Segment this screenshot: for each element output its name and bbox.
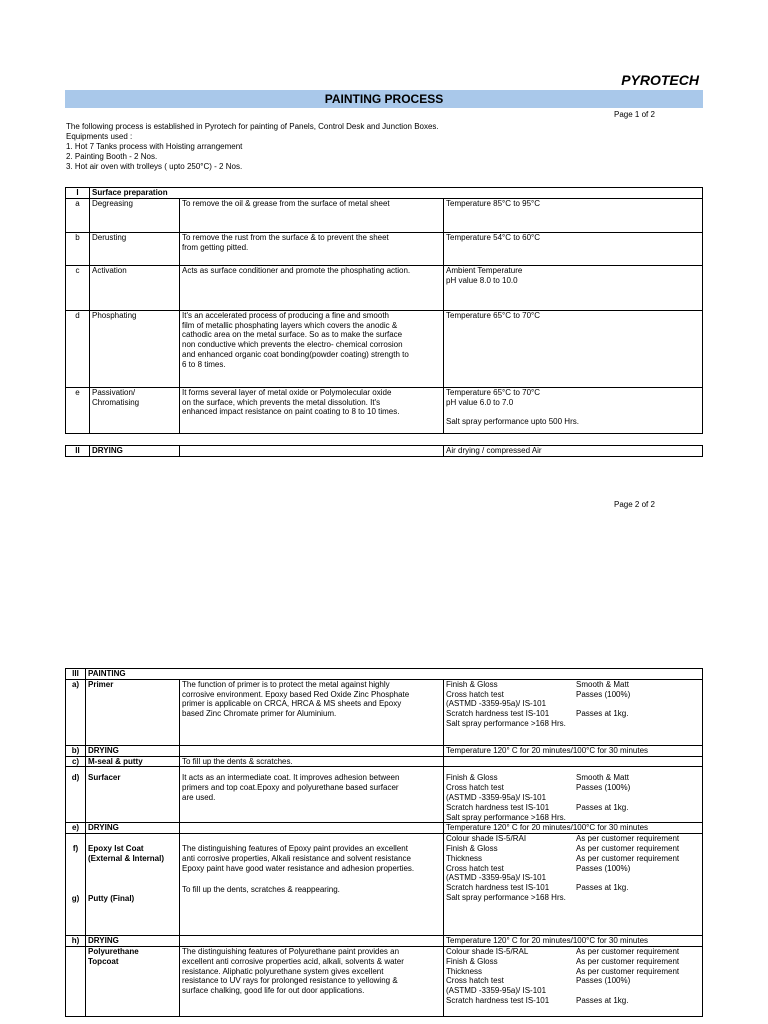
intro-line: 3. Hot air oven with trolleys ( upto 250°C) - 2 Nos. — [66, 162, 243, 171]
process-spec — [444, 834, 703, 936]
spec-label: Scratch hardness test IS-101 — [446, 709, 550, 719]
process-spec: Air drying / compressed Air — [444, 446, 703, 457]
spec-label: Scratch hardness test IS-101 — [446, 883, 550, 893]
spec-label: Scratch hardness test IS-101 — [446, 995, 550, 1005]
row-id — [66, 834, 86, 936]
process-desc: To remove the oil & grease from the surface of metal sheet — [180, 198, 444, 232]
spec-value: As per customer requirement — [576, 946, 680, 956]
painting-table — [65, 668, 703, 1017]
table-row — [66, 946, 703, 1016]
drying-table — [65, 445, 703, 457]
spec-label: Colour shade IS-5/RAI — [446, 834, 527, 844]
epoxy-name: Epoxy Ist Coat (External & Internal) — [88, 844, 165, 863]
intro-line: The following process is established in Pyrotech for painting of Panels, Control Desk and Junction Boxes. — [66, 122, 439, 131]
table-row — [66, 679, 703, 745]
row-id-g: g) — [71, 893, 80, 903]
row-id: c) — [66, 756, 86, 767]
process-desc: Acts as surface conditioner and promote the phosphating action. — [180, 265, 444, 310]
spec-label: Finish & Gloss — [446, 956, 498, 966]
empty-cell — [180, 823, 444, 834]
spec-value: Smooth & Matt — [576, 679, 629, 689]
table-row — [66, 198, 703, 232]
page-number-1: Page 1 of 2 — [614, 110, 655, 119]
spec-value: As per customer requirement — [576, 956, 680, 966]
process-name: DRYING — [86, 823, 180, 834]
spec-value: Passes (100%) — [576, 783, 631, 793]
process-name: Primer — [86, 679, 180, 745]
intro-line: 1. Hot 7 Tanks process with Hoisting arrangement — [66, 142, 243, 151]
spec-label: Cross hatch test — [446, 689, 504, 699]
process-spec — [444, 946, 703, 1016]
spec-value: Passes (100%) — [576, 863, 631, 873]
spec-value: Passes (100%) — [576, 689, 631, 699]
table-row — [66, 310, 703, 387]
intro-line: 2. Painting Booth - 2 Nos. — [66, 152, 158, 161]
section-number: III — [66, 669, 86, 680]
process-spec: Temperature 65°C to 70°C pH value 6.0 to 7.0 Salt spray performance upto 500 Hrs. — [444, 387, 703, 433]
process-name: DRYING — [86, 936, 180, 947]
table-row — [66, 265, 703, 310]
row-id: d — [66, 310, 90, 387]
spec-value: As per customer requirement — [576, 843, 680, 853]
empty-cell — [180, 745, 444, 756]
table-row — [66, 936, 703, 947]
table-row — [66, 387, 703, 433]
title-bar — [65, 90, 703, 108]
row-id-f: f) — [72, 844, 79, 854]
row-id: c — [66, 265, 90, 310]
process-spec: Temperature 120° C for 20 minutes/100°C for 30 minutes — [444, 745, 703, 756]
surface-prep-table — [65, 187, 703, 434]
row-id: a — [66, 198, 90, 232]
spec-label: Cross hatch test — [446, 976, 504, 986]
empty-cell — [180, 936, 444, 947]
putty-name: Putty (Final) — [88, 893, 135, 903]
spec-value: As per customer requirement — [576, 966, 680, 976]
spec-label: Finish & Gloss — [446, 843, 498, 853]
table-row — [66, 745, 703, 756]
spec-label: Thickness — [446, 966, 483, 976]
row-id: b — [66, 232, 90, 265]
spec-value: As per customer requirement — [576, 834, 680, 844]
process-desc: It forms several layer of metal oxide or Polymolecular oxide on the surface, which prevents the metal dissolution. It's enhanced impact resistance on paint coating to 8 to 10 times. — [180, 387, 444, 433]
process-name: Polyurethane Topcoat — [86, 946, 180, 1016]
spec-label: Cross hatch test — [446, 783, 504, 793]
spec-label: (ASTMD -3359-95a)/ IS-101 — [446, 792, 547, 802]
process-spec: Temperature 85°C to 95°C — [444, 198, 703, 232]
process-name: Passivation/ Chromatising — [90, 387, 180, 433]
spec-value: Smooth & Matt — [576, 773, 629, 783]
spec-value: Passes (100%) — [576, 976, 631, 986]
section-title: Surface preparation — [90, 188, 703, 199]
table-row — [66, 756, 703, 767]
spec-label: (ASTMD -3359-95a)/ IS-101 — [446, 986, 547, 996]
spec-value: Passes at 1kg. — [576, 709, 629, 719]
process-name: DRYING — [86, 745, 180, 756]
empty-cell — [180, 446, 444, 457]
empty-cell — [444, 756, 703, 767]
spec-label: Cross hatch test — [446, 863, 504, 873]
table-row — [66, 232, 703, 265]
process-desc — [180, 834, 444, 936]
process-spec: Temperature 120° C for 20 minutes/100°C for 30 minutes — [444, 936, 703, 947]
process-name: Derusting — [90, 232, 180, 265]
row-id: e) — [66, 823, 86, 834]
putty-desc: To fill up the dents, scratches & reappearing. — [182, 884, 340, 894]
intro-line: Equipments used : — [66, 132, 133, 141]
process-name: M-seal & putty — [86, 756, 180, 767]
spec-label: (ASTMD -3359-95a)/ IS-101 — [446, 873, 547, 883]
spec-label: Salt spray performance >168 Hrs. — [446, 718, 566, 728]
spec-label: Thickness — [446, 853, 483, 863]
spec-value: Passes at 1kg. — [576, 883, 629, 893]
table-row — [66, 823, 703, 834]
process-name: Phosphating — [90, 310, 180, 387]
process-spec: Temperature 54°C to 60°C — [444, 232, 703, 265]
table-row — [66, 834, 703, 936]
process-name: Activation — [90, 265, 180, 310]
row-id: b) — [66, 745, 86, 756]
process-name: Surfacer — [86, 767, 180, 823]
spec-label: Scratch hardness test IS-101 — [446, 802, 550, 812]
spec-label: Colour shade IS-5/RAL — [446, 946, 529, 956]
process-desc: The function of primer is to protect the metal against highly corrosive environment. Epoxy based Red Oxide Zinc Phosphate primer is applicable on CRCA, HRCA & MS sheets and Epoxy based Zinc Chromate primer for Aluminium. — [180, 679, 444, 745]
process-spec: Ambient Temperature pH value 8.0 to 10.0 — [444, 265, 703, 310]
spec-label: (ASTMD -3359-95a)/ IS-101 — [446, 699, 547, 709]
intro-text — [66, 122, 439, 172]
spec-label: Salt spray performance >168 Hrs. — [446, 812, 566, 822]
process-desc: To remove the rust from the surface & to prevent the sheet from getting pitted. — [180, 232, 444, 265]
epoxy-desc: The distinguishing features of Epoxy paint provides an excellent anti corrosive properties, Alkali resistance and solvent resistance Epoxy paint have good water resistance and adhesion properties. — [182, 844, 415, 873]
spec-label: Salt spray performance >168 Hrs. — [446, 892, 566, 902]
spec-label: Finish & Gloss — [446, 773, 498, 783]
row-id: e — [66, 387, 90, 433]
process-desc: The distinguishing features of Polyurethane paint provides an excellent anti corrosive properties acid, alkali, solvents & water resistance. Aliphatic polyurethane system gives excellent resistance to UV rays for prolonged resistance to yellowing & surface chalking, good life for out door applications. — [180, 946, 444, 1016]
table-row — [66, 767, 703, 823]
page-title: PAINTING PROCESS — [324, 92, 444, 106]
section-title: PAINTING — [86, 669, 703, 680]
brand-name: PYROTECH — [621, 72, 699, 88]
row-id — [66, 946, 86, 1016]
process-spec: Temperature 120° C for 20 minutes/100°C for 30 minutes — [444, 823, 703, 834]
process-spec: Temperature 65°C to 70°C — [444, 310, 703, 387]
process-desc: To fill up the dents & scratches. — [180, 756, 444, 767]
process-spec — [444, 767, 703, 823]
section-title: DRYING — [90, 446, 180, 457]
section-number: I — [66, 188, 90, 199]
process-spec — [444, 679, 703, 745]
section-number: II — [66, 446, 90, 457]
row-id: h) — [66, 936, 86, 947]
process-desc: It acts as an intermediate coat. It improves adhesion between primers and top coat.Epoxy and polyurethane based surfacer are used. — [180, 767, 444, 823]
process-name: Degreasing — [90, 198, 180, 232]
spec-value: As per customer requirement — [576, 853, 680, 863]
row-id: d) — [66, 767, 86, 823]
row-id: a) — [66, 679, 86, 745]
page-number-2: Page 2 of 2 — [614, 500, 655, 509]
spec-value: Passes at 1kg. — [576, 802, 629, 812]
spec-value: Passes at 1kg. — [576, 995, 629, 1005]
process-name — [86, 834, 180, 936]
spec-label: Finish & Gloss — [446, 679, 498, 689]
process-desc: It's an accelerated process of producing a fine and smooth film of metallic phosphating layers which covers the anodic & cathodic area on the metal surface. So as to make the surface non conductive which prevents the electro- chemical corrosion and enhanced organic coat bonding(powder coating) strength to 6 to 8 times. — [180, 310, 444, 387]
